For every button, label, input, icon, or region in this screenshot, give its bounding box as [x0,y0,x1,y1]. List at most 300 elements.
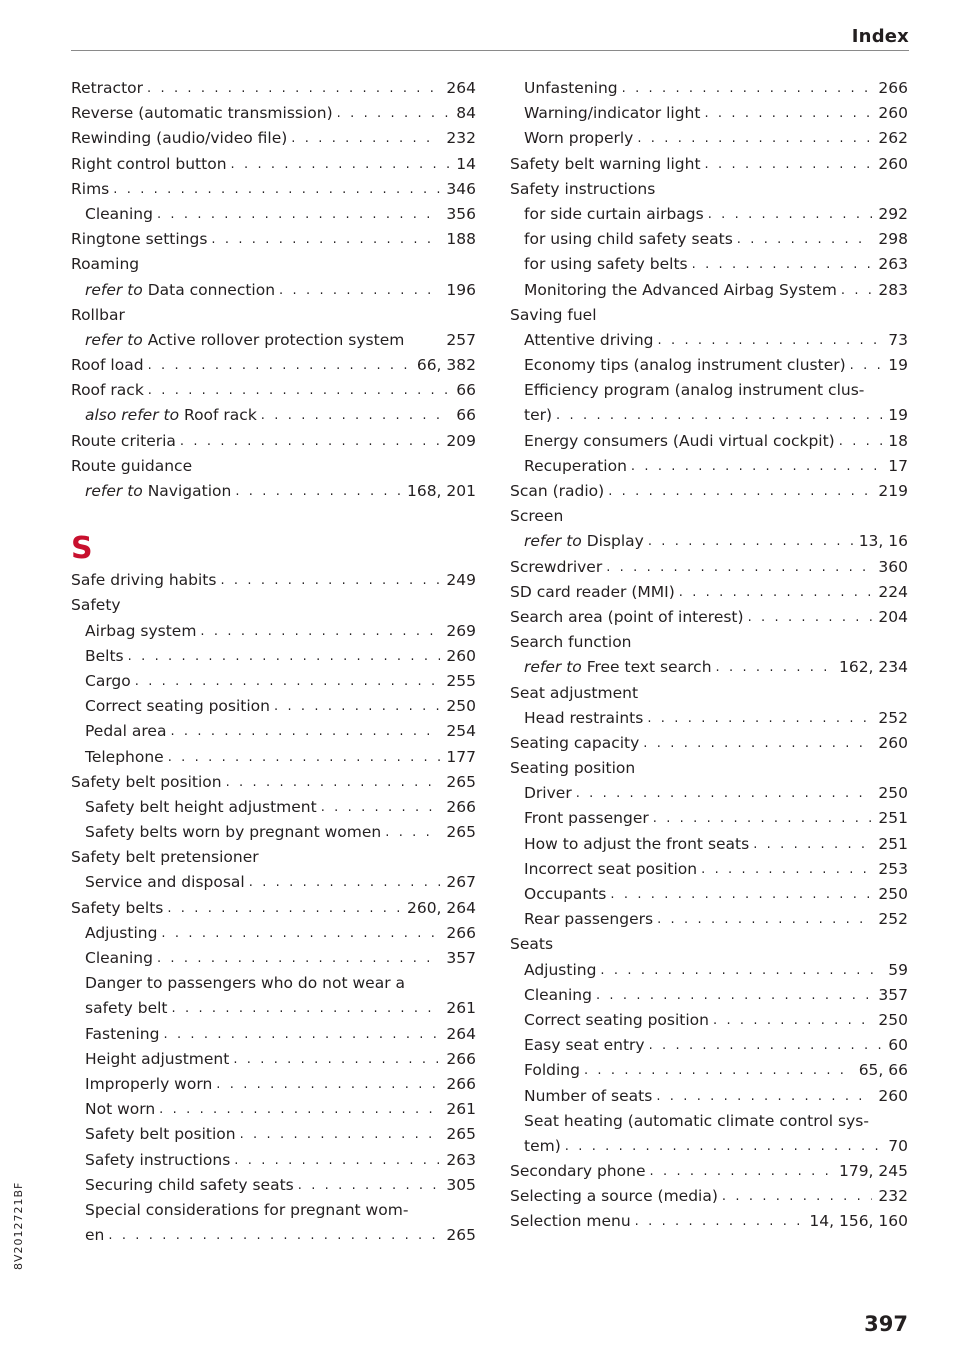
entry-label [71,227,211,252]
page-ref: 179, 245 [838,1162,908,1181]
page-header-title: Index [851,26,909,47]
index-subentry [71,745,476,770]
index-entry [510,681,908,706]
dot-leader [216,1072,440,1097]
index-subentry [510,429,908,454]
page-ref: 260 [446,646,476,665]
entry-text: for using safety belts [524,255,688,274]
entry-label [85,719,170,744]
entry-label [524,101,704,126]
index-entry [71,303,476,328]
page-ref: 360 [878,557,908,576]
entry-label [71,596,121,614]
index-subentry [71,278,476,303]
entry-label [524,1084,656,1109]
entry-text: Secondary phone [510,1162,646,1181]
entry-label [71,177,113,202]
entry-label [524,429,839,454]
entry-text: Correct seating position [85,697,270,716]
entry-label [85,479,235,504]
index-entry [510,152,908,177]
index-entry [71,770,476,795]
page-ref: 219 [878,482,908,500]
entry-label [510,1209,635,1234]
entry-label [524,76,622,101]
dot-leader [291,126,440,151]
index-entry [71,353,476,378]
page-ref: 70 [888,1136,908,1155]
entry-text: Rear passengers [524,910,654,929]
page-ref: 14 [456,154,476,173]
entry-text: Adjusting [85,923,158,942]
entry-text: Selection menu [510,1212,631,1231]
entry-label [85,974,405,992]
index-entry [510,1209,908,1234]
index-subentry [510,378,908,403]
page-ref: 265 [446,823,476,842]
entry-text: Folding [524,1061,580,1080]
cross-reference: refer to [85,330,143,349]
index-entry [71,568,476,593]
entry-label [524,781,576,806]
dot-leader [753,832,872,857]
entry-label [71,457,192,475]
entry-text: Energy consumers (Audi virtual cockpit) [524,431,835,450]
entry-label [85,1047,233,1072]
entry-label [85,921,161,946]
entry-text: Rims [71,179,110,198]
entry-label [85,202,157,227]
entry-text: Correct seating position [524,1010,709,1029]
index-entry [510,605,908,630]
dot-leader [649,1033,883,1058]
index-subentry [71,1173,476,1198]
index-entry [510,630,908,655]
dot-leader [167,896,401,921]
dot-leader [596,983,872,1008]
entry-text: Service and disposal [85,873,245,892]
dot-leader [850,353,883,378]
dot-leader [839,429,883,454]
entry-label [524,983,596,1008]
page-ref: 255 [446,671,476,690]
entry-text: Safety belt warning light [510,154,701,173]
dot-leader [608,479,872,504]
dot-leader [231,152,451,177]
entry-text: How to adjust the front seats [524,834,750,853]
entry-text: Rewinding (audio/video file) [71,129,288,148]
entry-text: Improperly worn [85,1074,213,1093]
dot-leader [168,745,441,770]
page-ref: 162, 234 [838,658,908,677]
dot-leader [298,1173,441,1198]
index-subentry [510,1058,908,1083]
index-subentry [510,1084,908,1109]
page-ref: 250 [446,697,476,716]
dot-leader [722,1184,872,1209]
page-ref: 265 [446,1125,476,1144]
entry-text: Fastening [85,1024,160,1043]
entry-label [524,1134,565,1159]
index-subentry [71,619,476,644]
entry-text: for side curtain airbags [524,204,704,223]
entry-text: Front passenger [524,809,649,828]
page-ref: 261 [446,999,476,1018]
gap [404,328,446,353]
index-subentry [510,907,908,932]
dot-leader [274,694,440,719]
index-subentry [71,328,476,353]
index-subentry [510,278,908,303]
header-divider [71,50,909,51]
entry-label [510,759,635,777]
page-ref: 305 [446,1175,476,1194]
dot-leader [637,126,872,151]
index-subentry [510,101,908,126]
entry-label [524,655,716,680]
index-subentry [510,227,908,252]
entry-text: Ringtone settings [71,230,208,249]
page-ref: 177 [446,747,476,766]
index-subentry [510,353,908,378]
page-ref: 13, 16 [858,532,908,551]
entry-label [524,806,653,831]
dot-leader [163,1022,440,1047]
entry-label [85,694,274,719]
page-ref: 260 [878,104,908,123]
dot-leader [565,1134,883,1159]
dot-leader [148,378,450,403]
index-subentry [510,806,908,831]
index-subentry [71,795,476,820]
dot-leader [337,101,451,126]
index-subentry [510,202,908,227]
dot-leader [220,568,440,593]
dot-leader [692,252,873,277]
page-ref: 267 [446,873,476,892]
index-entry [71,593,476,618]
dot-leader [631,454,882,479]
index-subentry [510,1033,908,1058]
dot-leader [643,731,872,756]
entry-label [524,126,637,151]
entry-text: Securing child safety seats [85,1175,294,1194]
entry-label [85,1201,408,1219]
page-ref: 59 [888,960,908,979]
dot-leader [648,529,853,554]
entry-text: Easy seat entry [524,1036,645,1055]
dot-leader [233,1047,440,1072]
entry-text: Retractor [71,79,144,97]
entry-label [71,76,147,101]
entry-text: Screen [510,507,564,526]
cross-reference: refer to [85,482,143,500]
entry-label [71,353,148,378]
page-ref: 250 [878,885,908,903]
entry-text: Adjusting [524,960,597,979]
entry-text: Danger to passengers who do not wear a [85,974,405,993]
entry-text: Search function [510,633,632,652]
entry-label [524,252,692,277]
entry-text: Data connection [147,280,276,299]
page-ref: 250 [878,784,908,803]
page-ref: 266 [446,923,476,942]
page-ref: 14, 156, 160 [809,1212,908,1231]
dot-leader [656,1084,872,1109]
page-ref: 260 [878,1086,908,1105]
dot-leader [705,152,873,177]
entry-text: Incorrect seat position [524,859,698,878]
page-ref: 260 [878,154,908,173]
dot-leader [657,907,872,932]
dot-leader [279,278,440,303]
entry-text: Reverse (automatic transmission) [71,104,333,123]
dot-leader [841,278,873,303]
entry-text: Safety instructions [85,1150,231,1169]
index-subentry [71,921,476,946]
index-subentry [71,669,476,694]
index-entry [71,896,476,921]
page-ref: 204 [878,607,908,626]
section-letter: S [71,531,93,567]
page-ref: 66 [456,381,476,400]
entry-label [510,1184,722,1209]
entry-label [524,202,708,227]
index-entry [510,756,908,781]
page-ref: 266 [878,79,908,97]
page-ref: 18 [888,431,908,450]
dot-leader [704,101,872,126]
index-entry [510,555,908,580]
page-ref: 19 [888,356,908,375]
index-subentry [510,529,908,554]
dot-leader [385,820,440,845]
index-entry [71,227,476,252]
dot-leader [240,1122,441,1147]
page-ref: 60 [888,1036,908,1055]
entry-label [510,180,655,198]
entry-text: Not worn [85,1100,156,1119]
entry-label [524,454,631,479]
entry-label [85,1173,298,1198]
entry-text: Pedal area [85,722,167,741]
entry-text: Screwdriver [510,557,603,576]
entry-label [524,529,648,554]
index-subentry [71,870,476,895]
index-subentry [71,403,476,428]
entry-label [510,580,679,605]
index-subentry [510,454,908,479]
entry-label [524,403,556,428]
dot-leader [576,781,873,806]
dot-leader [606,555,872,580]
entry-label [71,126,291,151]
entry-text: Safety instructions [510,179,656,198]
dot-leader [622,76,873,101]
entry-text: Unfastening [524,79,618,97]
index-subentry [71,479,476,504]
entry-label [85,619,200,644]
entry-label [71,429,180,454]
dot-leader [708,202,873,227]
index-entry [71,378,476,403]
page-ref: 249 [446,571,476,590]
entry-label [85,1148,234,1173]
index-subentry [71,719,476,744]
entry-label [510,1159,650,1184]
entry-label [85,1122,240,1147]
entry-label [85,644,128,669]
page-ref: 346 [446,179,476,198]
entry-label [524,832,753,857]
index-subentry [71,820,476,845]
entry-text: SD card reader (MMI) [510,582,675,601]
entry-label [85,328,404,353]
entry-label [524,958,600,983]
index-subentry [510,781,908,806]
dot-leader [170,719,440,744]
index-entry [510,932,908,957]
entry-text: Seating position [510,759,636,778]
page-ref: 250 [878,1010,908,1029]
index-subentry [71,1022,476,1047]
page-ref: 251 [878,809,908,828]
entry-label [85,745,168,770]
index-entry [71,126,476,151]
entry-label [510,306,597,324]
entry-label [85,1072,216,1097]
entry-text: Roof load [71,356,144,375]
entry-label [71,378,148,403]
entry-text: Belts [85,646,124,665]
page-ref: 357 [878,985,908,1004]
index-subentry [71,1198,476,1223]
entry-text: en [85,1226,105,1245]
dot-leader [647,706,872,731]
index-entry [71,101,476,126]
document-code: 8V2012721BF [12,1181,25,1270]
page-ref: 356 [446,204,476,223]
page-ref: 232 [878,1187,908,1206]
cross-reference: refer to [85,280,143,299]
dot-leader [211,227,440,252]
dot-leader [128,644,441,669]
page-ref: 292 [878,204,908,223]
entry-text: Cleaning [524,985,592,1004]
dot-leader [701,857,872,882]
page-ref: 65, 66 [858,1061,908,1080]
entry-text: safety belt [85,999,168,1018]
page-ref: 260 [878,733,908,752]
entry-label [524,882,610,907]
page-ref: 357 [446,949,476,967]
page-ref: 266 [446,1049,476,1068]
entry-text: Route guidance [71,456,193,475]
index-subentry [510,126,908,151]
page-ref: 266 [446,797,476,816]
page-ref: 266 [446,1074,476,1093]
index-subentry [71,694,476,719]
dot-leader [157,946,440,971]
index-subentry [510,1134,908,1159]
index-entry [510,177,908,202]
page-ref: 265 [446,1226,476,1245]
dot-leader [650,1159,833,1184]
entry-label [524,381,864,399]
entry-text: Recuperation [524,456,627,475]
dot-leader [113,177,440,202]
entry-text: Roaming [71,255,140,274]
page-ref: 257 [446,330,476,349]
page-ref: 269 [446,621,476,640]
page-ref: 84 [456,104,476,123]
index-entry [510,580,908,605]
dot-leader [148,353,411,378]
entry-label [510,605,748,630]
page-ref: 252 [878,708,908,727]
page-ref: 263 [878,255,908,274]
index-entry [510,504,908,529]
index-subentry [510,983,908,1008]
entry-label [71,568,220,593]
entry-text: Cargo [85,671,131,690]
entry-label [71,101,337,126]
dot-leader [200,619,440,644]
entry-text: Safety belt position [85,1125,236,1144]
index-subentry [71,202,476,227]
entry-text: Attentive driving [524,330,654,349]
dot-leader [716,655,833,680]
dot-leader [584,1058,853,1083]
dot-leader [235,479,401,504]
index-subentry [510,655,908,680]
dot-leader [321,795,441,820]
entry-text: Special considerations for pregnant wom- [85,1200,409,1219]
index-subentry [71,1122,476,1147]
entry-label [71,255,139,273]
index-subentry [71,971,476,996]
entry-text: Free text search [586,658,712,677]
entry-label [85,870,249,895]
index-subentry [71,1047,476,1072]
index-entry [71,76,476,101]
cross-reference: refer to [524,532,582,551]
dot-leader [748,605,873,630]
index-subentry [510,832,908,857]
page-ref: 260, 264 [406,898,476,917]
entry-text: Head restraints [524,708,644,727]
index-subentry [510,252,908,277]
page-ref: 262 [878,129,908,148]
dot-leader [226,770,441,795]
dot-leader [234,1148,440,1173]
index-subentry [510,328,908,353]
entry-label [71,306,125,324]
page-ref: 265 [446,772,476,791]
entry-text: Safety belts [71,898,164,917]
entry-text: Number of seats [524,1086,653,1105]
page-ref: 73 [888,330,908,349]
entry-text: Scan (radio) [510,482,605,500]
entry-text: Airbag system [85,621,197,640]
dot-leader [713,1008,872,1033]
page-ref: 168, 201 [406,482,476,500]
entry-label [524,1112,869,1130]
entry-text: Roof rack [71,381,144,400]
entry-text: Display [586,532,644,551]
entry-label [85,996,172,1021]
page-ref: 263 [446,1150,476,1169]
